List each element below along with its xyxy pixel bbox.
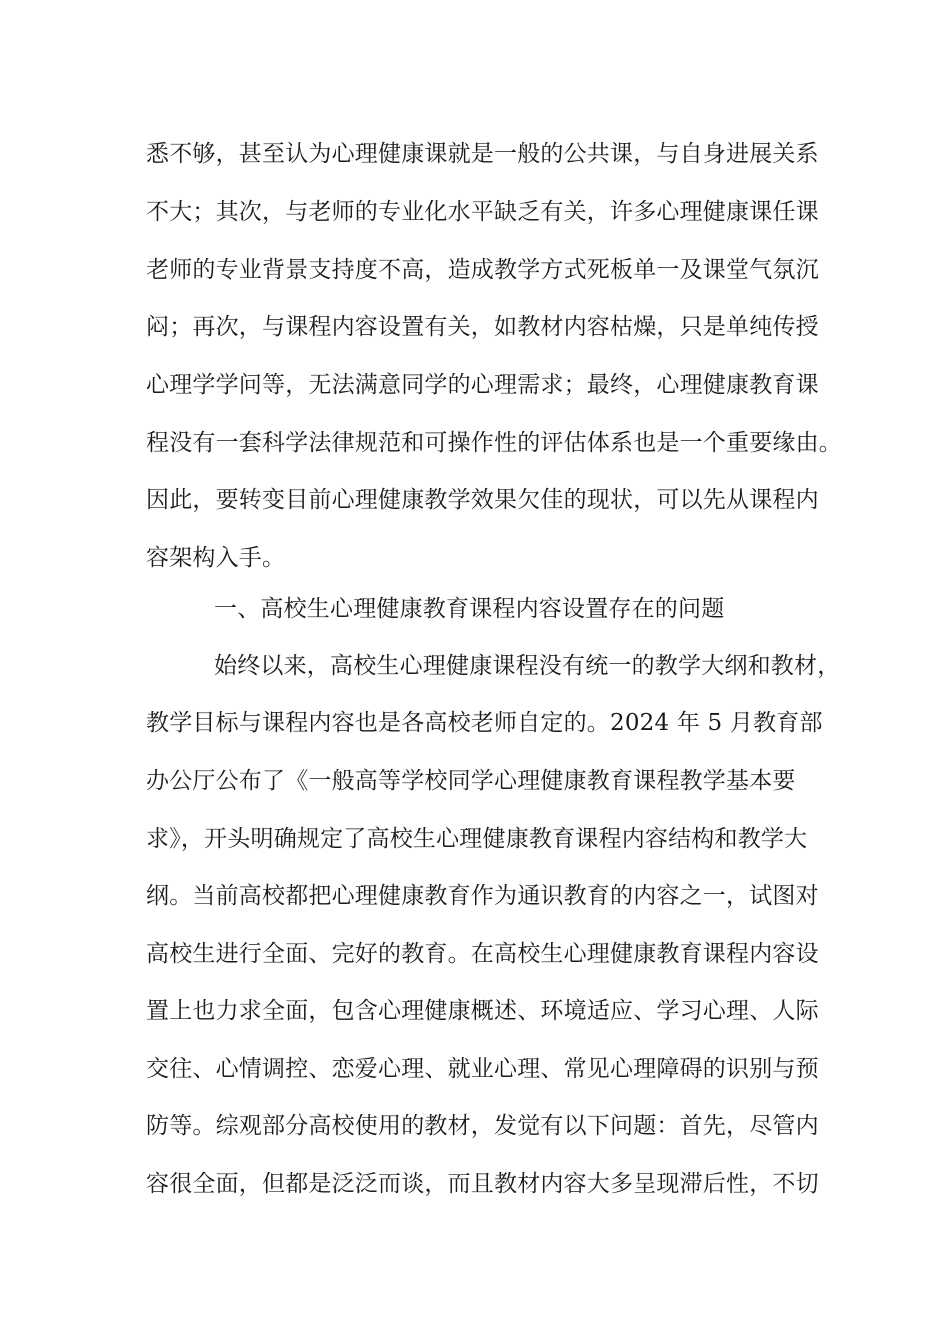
paragraph-line: 教学目标与课程内容也是各高校老师自定的。2024 年 5 月教育部 [146, 710, 823, 736]
paragraph-line: 悉不够，甚至认为心理健康课就是一般的公共课，与自身进展关系 [146, 141, 819, 167]
paragraph-line: 因此，要转变目前心理健康教学效果欠佳的现状，可以先从课程内 [146, 487, 819, 513]
paragraph-line: 不大；其次，与老师的专业化水平缺乏有关，许多心理健康课任课 [146, 199, 819, 225]
section-heading: 一、高校生心理健康教育课程内容设置存在的问题 [214, 596, 725, 622]
paragraph-line: 高校生进行全面、完好的教育。在高校生心理健康教育课程内容设 [146, 941, 819, 967]
paragraph-line: 求》，开头明确规定了高校生心理健康教育课程内容结构和教学大 [146, 826, 808, 852]
paragraph-line: 闷；再次，与课程内容设置有关，如教材内容枯燥，只是单纯传授 [146, 314, 819, 340]
paragraph-line: 程没有一套科学法律规范和可操作性的评估体系也是一个重要缘由。 [146, 430, 842, 456]
paragraph-line: 防等。综观部分高校使用的教材，发觉有以下问题：首先，尽管内 [146, 1113, 819, 1139]
paragraph-line: 置上也力求全面，包含心理健康概述、环境适应、学习心理、人际 [146, 998, 819, 1024]
paragraph-line: 纲。当前高校都把心理健康教育作为通识教育的内容之一，试图对 [146, 883, 819, 909]
paragraph-line: 办公厅公布了《一般高等学校同学心理健康教育课程教学基本要 [146, 768, 796, 794]
paragraph-line: 容架构入手。 [146, 545, 286, 571]
paragraph-line: 始终以来，高校生心理健康课程没有统一的教学大纲和教材， [214, 653, 841, 679]
paragraph-line: 交往、心情调控、恋爱心理、就业心理、常见心理障碍的识别与预 [146, 1056, 819, 1082]
paragraph-line: 老师的专业背景支持度不高，造成教学方式死板单一及课堂气氛沉 [146, 257, 819, 283]
paragraph-line: 容很全面，但都是泛泛而谈，而且教材内容大多呈现滞后性，不切 [146, 1171, 819, 1197]
paragraph-line: 心理学学问等，无法满意同学的心理需求；最终，心理健康教育课 [146, 372, 819, 398]
